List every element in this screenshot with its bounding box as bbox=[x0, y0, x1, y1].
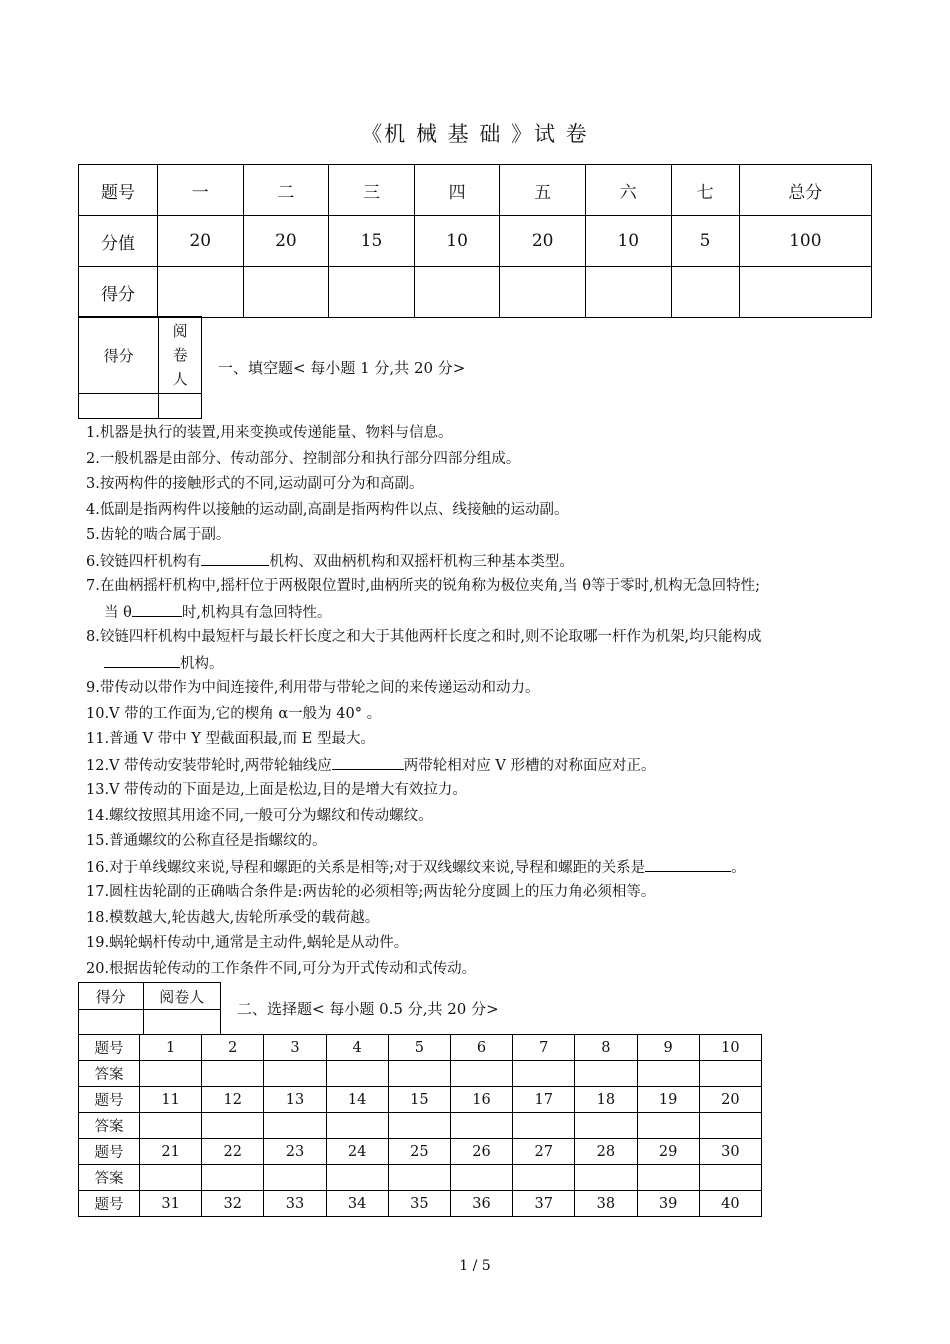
section1-score-label: 得分 bbox=[79, 317, 159, 394]
answer-table bbox=[78, 1034, 762, 1217]
question-line bbox=[86, 855, 886, 881]
section2-score-label: 得分 bbox=[79, 983, 144, 1010]
question-text: 时,机构具有急回特性。 bbox=[181, 604, 332, 621]
question-list bbox=[86, 421, 886, 982]
question-number: 39 bbox=[637, 1191, 699, 1217]
question-line: 20.根据齿轮传动的工作条件不同,可分为开式传动和式传动。 bbox=[86, 960, 477, 977]
question-number: 32 bbox=[202, 1191, 264, 1217]
question-line: 5.齿轮的啮合属于副。 bbox=[86, 527, 231, 543]
question-number: 37 bbox=[513, 1191, 575, 1217]
question-text: 。 bbox=[731, 859, 746, 876]
score-cell[interactable] bbox=[158, 267, 244, 318]
question-line: 11.普通 V 带中 Y 型截面积最,而 E 型最大。 bbox=[86, 731, 375, 747]
question-number-row bbox=[79, 1191, 762, 1217]
question-number: 36 bbox=[450, 1191, 512, 1217]
answer-cell[interactable] bbox=[699, 1113, 761, 1139]
question-number: 6 bbox=[450, 1035, 512, 1061]
question-number-row bbox=[79, 1035, 762, 1061]
question-number: 34 bbox=[326, 1191, 388, 1217]
score-cell[interactable] bbox=[243, 267, 329, 318]
question-number: 25 bbox=[388, 1139, 450, 1165]
answer-cell[interactable] bbox=[326, 1165, 388, 1191]
answer-cell[interactable] bbox=[699, 1061, 761, 1087]
question-text: 机构、双曲柄机构和双摇杆机构三种基本类型。 bbox=[269, 553, 574, 570]
score-value-cell: 5 bbox=[671, 216, 739, 267]
score-value-cell: 100 bbox=[739, 216, 871, 267]
score-row-label: 得分 bbox=[79, 267, 158, 318]
page-number: 1 / 5 bbox=[459, 1258, 491, 1274]
score-header-cell: 七 bbox=[671, 165, 739, 216]
score-header-cell: 一 bbox=[158, 165, 244, 216]
question-line: 14.螺纹按照其用途不同,一般可分为螺纹和传动螺纹。 bbox=[86, 807, 433, 824]
answer-row bbox=[79, 1061, 762, 1087]
qnum-label: 题号 bbox=[79, 1087, 140, 1113]
question-number: 13 bbox=[264, 1087, 326, 1113]
answer-cell[interactable] bbox=[637, 1165, 699, 1191]
answer-cell[interactable] bbox=[140, 1165, 202, 1191]
answer-cell[interactable] bbox=[140, 1061, 202, 1087]
question-number: 1 bbox=[140, 1035, 202, 1061]
question-number-row bbox=[79, 1087, 762, 1113]
qnum-label: 题号 bbox=[79, 1139, 140, 1165]
question-text: 6.铰链四杆机构有 bbox=[86, 553, 202, 570]
answer-cell[interactable] bbox=[450, 1113, 512, 1139]
question-number: 14 bbox=[326, 1087, 388, 1113]
question-line: 18.模数越大,轮齿越大,齿轮所承受的载荷越。 bbox=[86, 909, 380, 926]
question-text: 当 θ bbox=[104, 604, 132, 621]
question-number: 11 bbox=[140, 1087, 202, 1113]
question-text: 两带轮相对应 V 形槽的对称面应对正。 bbox=[403, 757, 656, 774]
question-number: 18 bbox=[575, 1087, 637, 1113]
section1-title: 一、填空题< 每小题 1 分,共 20 分> bbox=[218, 359, 466, 377]
section1-grader-cell[interactable] bbox=[159, 394, 202, 419]
answer-cell[interactable] bbox=[388, 1061, 450, 1087]
question-number: 31 bbox=[140, 1191, 202, 1217]
score-summary-table bbox=[78, 164, 872, 318]
answer-cell[interactable] bbox=[202, 1113, 264, 1139]
section2-grader-label: 阅卷人 bbox=[143, 983, 220, 1010]
score-value-cell: 20 bbox=[158, 216, 244, 267]
question-line bbox=[86, 600, 886, 626]
question-line: 3.按两构件的接触形式的不同,运动副可分为和高副。 bbox=[86, 476, 424, 492]
answer-cell[interactable] bbox=[699, 1165, 761, 1191]
answer-cell[interactable] bbox=[637, 1113, 699, 1139]
question-number: 35 bbox=[388, 1191, 450, 1217]
answer-cell[interactable] bbox=[575, 1165, 637, 1191]
question-line bbox=[86, 753, 886, 779]
question-line: 13.V 带传动的下面是边,上面是松边,目的是增大有效拉力。 bbox=[86, 782, 467, 798]
score-header-cell: 二 bbox=[243, 165, 329, 216]
question-number: 38 bbox=[575, 1191, 637, 1217]
question-number: 4 bbox=[326, 1035, 388, 1061]
question-number: 12 bbox=[202, 1087, 264, 1113]
score-cell[interactable] bbox=[500, 267, 586, 318]
page-title: 《机 械 基 础 》试 卷 bbox=[361, 122, 589, 146]
question-line: 2.一般机器是由部分、传动部分、控制部分和执行部分四部分组成。 bbox=[86, 450, 521, 467]
score-value-cell: 10 bbox=[414, 216, 500, 267]
answer-cell[interactable] bbox=[450, 1061, 512, 1087]
question-number: 33 bbox=[264, 1191, 326, 1217]
question-line: 8.铰链四杆机构中最短杆与最长杆长度之和大于其他两杆长度之和时,则不论取哪一杆作为机架,均只能构成 bbox=[86, 629, 762, 645]
score-cell[interactable] bbox=[671, 267, 739, 318]
score-header-row bbox=[79, 165, 872, 216]
answer-cell[interactable] bbox=[513, 1113, 575, 1139]
score-header-cell: 三 bbox=[329, 165, 415, 216]
answer-cell[interactable] bbox=[264, 1165, 326, 1191]
fill-blank[interactable] bbox=[332, 753, 404, 770]
question-line: 17.圆柱齿轮副的正确啮合条件是:两齿轮的必须相等;两齿轮分度圆上的压力角必须相等。 bbox=[86, 884, 656, 900]
answer-label: 答案 bbox=[79, 1113, 140, 1139]
question-number: 28 bbox=[575, 1139, 637, 1165]
section2-grader-cell[interactable] bbox=[143, 1010, 220, 1035]
question-number: 29 bbox=[637, 1139, 699, 1165]
answer-cell[interactable] bbox=[637, 1061, 699, 1087]
score-value-row bbox=[79, 216, 872, 267]
score-header-cell: 四 bbox=[414, 165, 500, 216]
score-cell[interactable] bbox=[414, 267, 500, 318]
question-text: 机构。 bbox=[180, 655, 224, 672]
answer-cell[interactable] bbox=[513, 1165, 575, 1191]
score-header-cell: 六 bbox=[585, 165, 671, 216]
question-number: 17 bbox=[513, 1087, 575, 1113]
fill-blank[interactable] bbox=[201, 549, 269, 566]
qnum-label: 题号 bbox=[79, 1191, 140, 1217]
qnum-label: 题号 bbox=[79, 1035, 140, 1061]
question-text: 12.V 带传动安装带轮时,两带轮轴线应 bbox=[86, 757, 332, 774]
answer-label: 答案 bbox=[79, 1061, 140, 1087]
question-line bbox=[86, 651, 886, 677]
answer-cell[interactable] bbox=[450, 1165, 512, 1191]
question-number: 27 bbox=[513, 1139, 575, 1165]
question-number: 8 bbox=[575, 1035, 637, 1061]
question-number: 5 bbox=[388, 1035, 450, 1061]
question-number: 23 bbox=[264, 1139, 326, 1165]
question-number: 2 bbox=[202, 1035, 264, 1061]
question-number: 19 bbox=[637, 1087, 699, 1113]
question-number: 7 bbox=[513, 1035, 575, 1061]
score-value-cell: 15 bbox=[329, 216, 415, 267]
question-line: 9.带传动以带作为中间连接件,利用带与带轮之间的来传递运动和动力。 bbox=[86, 680, 540, 696]
section2-score-cell[interactable] bbox=[79, 1010, 144, 1035]
question-number: 22 bbox=[202, 1139, 264, 1165]
question-number: 26 bbox=[450, 1139, 512, 1165]
section2-grade-box bbox=[78, 982, 221, 1035]
score-cell[interactable] bbox=[739, 267, 871, 318]
answer-cell[interactable] bbox=[264, 1113, 326, 1139]
section2-title: 二、选择题< 每小题 0.5 分,共 20 分> bbox=[237, 1000, 499, 1018]
question-number: 40 bbox=[699, 1191, 761, 1217]
section1-score-cell[interactable] bbox=[79, 394, 159, 419]
question-number: 16 bbox=[450, 1087, 512, 1113]
fill-blank[interactable] bbox=[104, 651, 180, 668]
question-number: 20 bbox=[699, 1087, 761, 1113]
question-number: 3 bbox=[264, 1035, 326, 1061]
score-value-cell: 20 bbox=[500, 216, 586, 267]
score-header-cell: 五 bbox=[500, 165, 586, 216]
question-number-row bbox=[79, 1139, 762, 1165]
question-line: 7.在曲柄摇杆机构中,摇杆位于两极限位置时,曲柄所夹的锐角称为极位夹角,当 θ等于零时,机构无急回特性; bbox=[86, 578, 760, 594]
fill-blank[interactable] bbox=[132, 600, 182, 617]
score-value-cell: 分值 bbox=[79, 216, 158, 267]
question-line: 4.低副是指两构件以接触的运动副,高副是指两构件以点、线接触的运动副。 bbox=[86, 501, 569, 518]
question-number: 9 bbox=[637, 1035, 699, 1061]
section1-grader-label: 阅 卷 人 bbox=[159, 317, 202, 394]
question-line: 10.V 带的工作面为,它的楔角 α一般为 40° 。 bbox=[86, 705, 382, 722]
score-header-cell: 总分 bbox=[739, 165, 871, 216]
question-line: 19.蜗轮蜗杆传动中,通常是主动件,蜗轮是从动件。 bbox=[86, 935, 409, 951]
question-number: 15 bbox=[388, 1087, 450, 1113]
answer-cell[interactable] bbox=[513, 1061, 575, 1087]
question-text: 16.对于单线螺纹来说,导程和螺距的关系是相等;对于双线螺纹来说,导程和螺距的关系是 bbox=[86, 859, 646, 876]
question-number: 24 bbox=[326, 1139, 388, 1165]
answer-cell[interactable] bbox=[326, 1113, 388, 1139]
answer-cell[interactable] bbox=[202, 1165, 264, 1191]
answer-cell[interactable] bbox=[140, 1113, 202, 1139]
answer-cell[interactable] bbox=[264, 1061, 326, 1087]
answer-cell[interactable] bbox=[575, 1113, 637, 1139]
answer-label: 答案 bbox=[79, 1165, 140, 1191]
answer-row bbox=[79, 1113, 762, 1139]
answer-cell[interactable] bbox=[326, 1061, 388, 1087]
score-obtained-row bbox=[79, 267, 872, 318]
section1-grade-box bbox=[78, 316, 202, 419]
score-header-cell: 题号 bbox=[79, 165, 158, 216]
question-line bbox=[86, 549, 886, 575]
answer-cell[interactable] bbox=[575, 1061, 637, 1087]
score-value-cell: 10 bbox=[585, 216, 671, 267]
question-number: 10 bbox=[699, 1035, 761, 1061]
question-number: 21 bbox=[140, 1139, 202, 1165]
score-cell[interactable] bbox=[329, 267, 415, 318]
score-value-cell: 20 bbox=[243, 216, 329, 267]
answer-cell[interactable] bbox=[388, 1113, 450, 1139]
answer-row bbox=[79, 1165, 762, 1191]
score-cell[interactable] bbox=[585, 267, 671, 318]
fill-blank[interactable] bbox=[645, 855, 731, 872]
answer-cell[interactable] bbox=[388, 1165, 450, 1191]
question-line: 15.普通螺纹的公称直径是指螺纹的。 bbox=[86, 833, 327, 849]
question-line: 1.机器是执行的装置,用来变换或传递能量、物料与信息。 bbox=[86, 425, 453, 441]
question-number: 30 bbox=[699, 1139, 761, 1165]
answer-cell[interactable] bbox=[202, 1061, 264, 1087]
